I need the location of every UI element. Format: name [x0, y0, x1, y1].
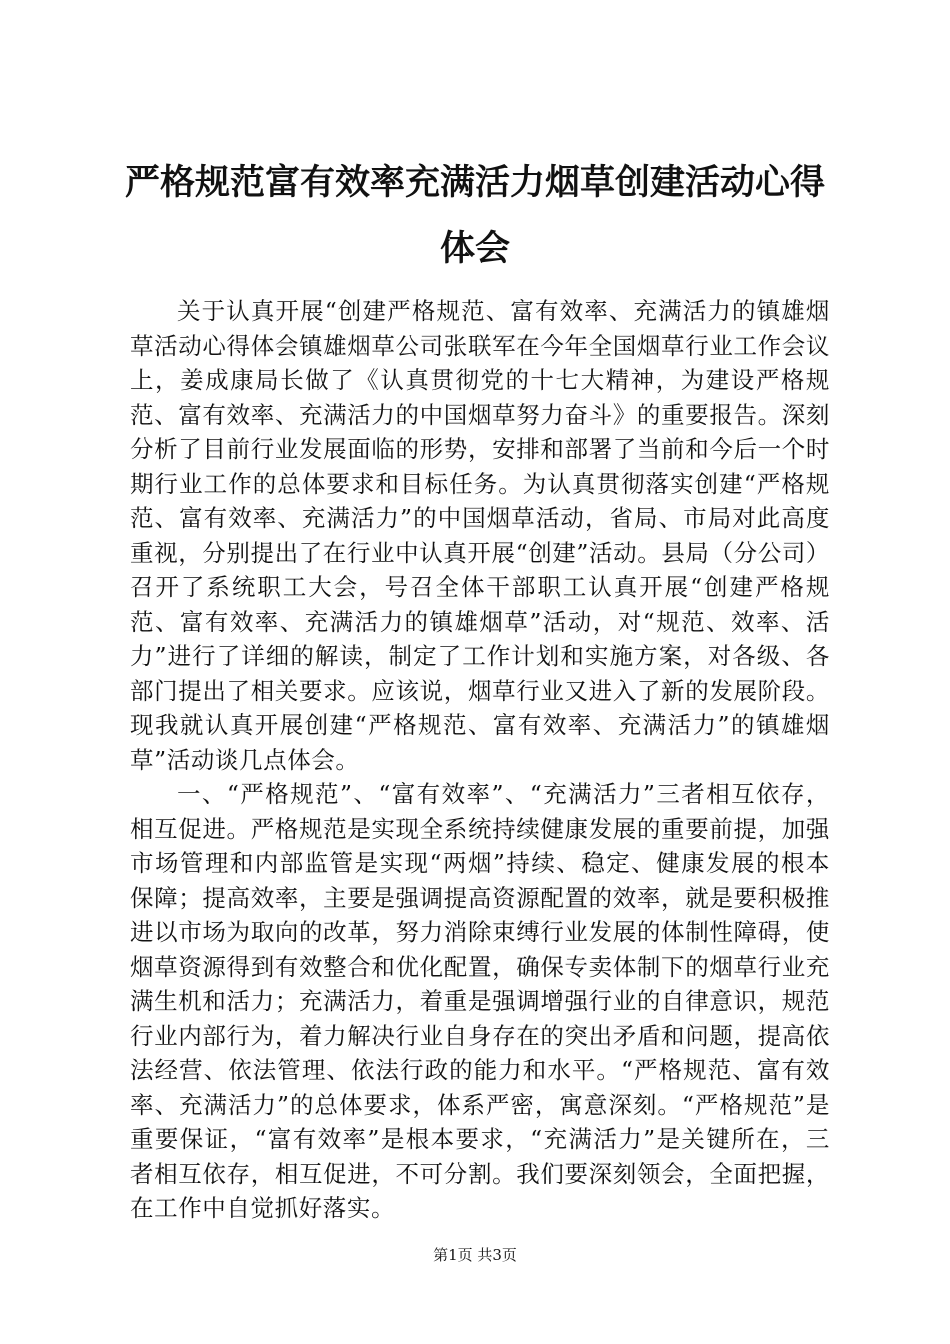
page-footer: 第1页 共3页	[433, 1246, 517, 1264]
intro-paragraph: 关于认真开展“创建严格规范、富有效率、充满活力的镇雄烟草活动心得体会镇雄烟草公司张联军在今年全国烟草行业工作会议上，姜成康局长做了《认真贯彻党的十七大精神，为建设严格规范、富有效率、充满活力的中国烟草努力奋斗》的重要报告。深刻分析了目前行业发展面临的形势，安排和部署了当前和今后一个时期行业工作的总体要求和目标任务。为认真贯彻落实创建“严格规范、富有效率、充满活力”的中国烟草活动，省局、市局对此高度重视，分别提出了在行业中认真开展“创建”活动。县局（分公司）召开了系统职工大会，号召全体干部职工认真开展“创建严格规范、富有效率、充满活力的镇雄烟草”活动，对“规范、效率、活力”进行了详细的解读，制定了工作计划和实施方案，对各级、各部门提出了相关要求。应该说，烟草行业又进入了新的发展阶段。现我就认真开展创建“严格规范、富有效率、充满活力”的镇雄烟草”活动谈几点体会。	[130, 297, 831, 774]
section-one-paragraph: 一、“严格规范”、“富有效率”、“充满活力”三者相互依存，相互促进。严格规范是实现全系统持续健康发展的重要前提，加强市场管理和内部监管是实现“两烟”持续、稳定、健康发展的根本保障；提高效率，主要是强调提高资源配置的效率，就是要积极推进以市场为取向的改革，努力消除束缚行业发展的体制性障碍，使烟草资源得到有效整合和优化配置，确保专卖体制下的烟草行业充满生机和活力；充满活力，着重是强调增强行业的自律意识，规范行业内部行为，着力解决行业自身存在的突出矛盾和问题，提高依法经营、依法管理、依法行政的能力和水平。“严格规范、富有效率、充满活力”的总体要求，体系严密，寓意深刻。“严格规范”是重要保证，“富有效率”是根本要求，“充满活力”是关键所在，三者相互依存，相互促进，不可分割。我们要深刻领会，全面把握，在工作中自觉抓好落实。	[130, 780, 830, 1222]
document-body	[130, 294, 830, 1226]
document-title: 严格规范富有效率充满活力烟草创建活动心得体会	[124, 162, 825, 269]
